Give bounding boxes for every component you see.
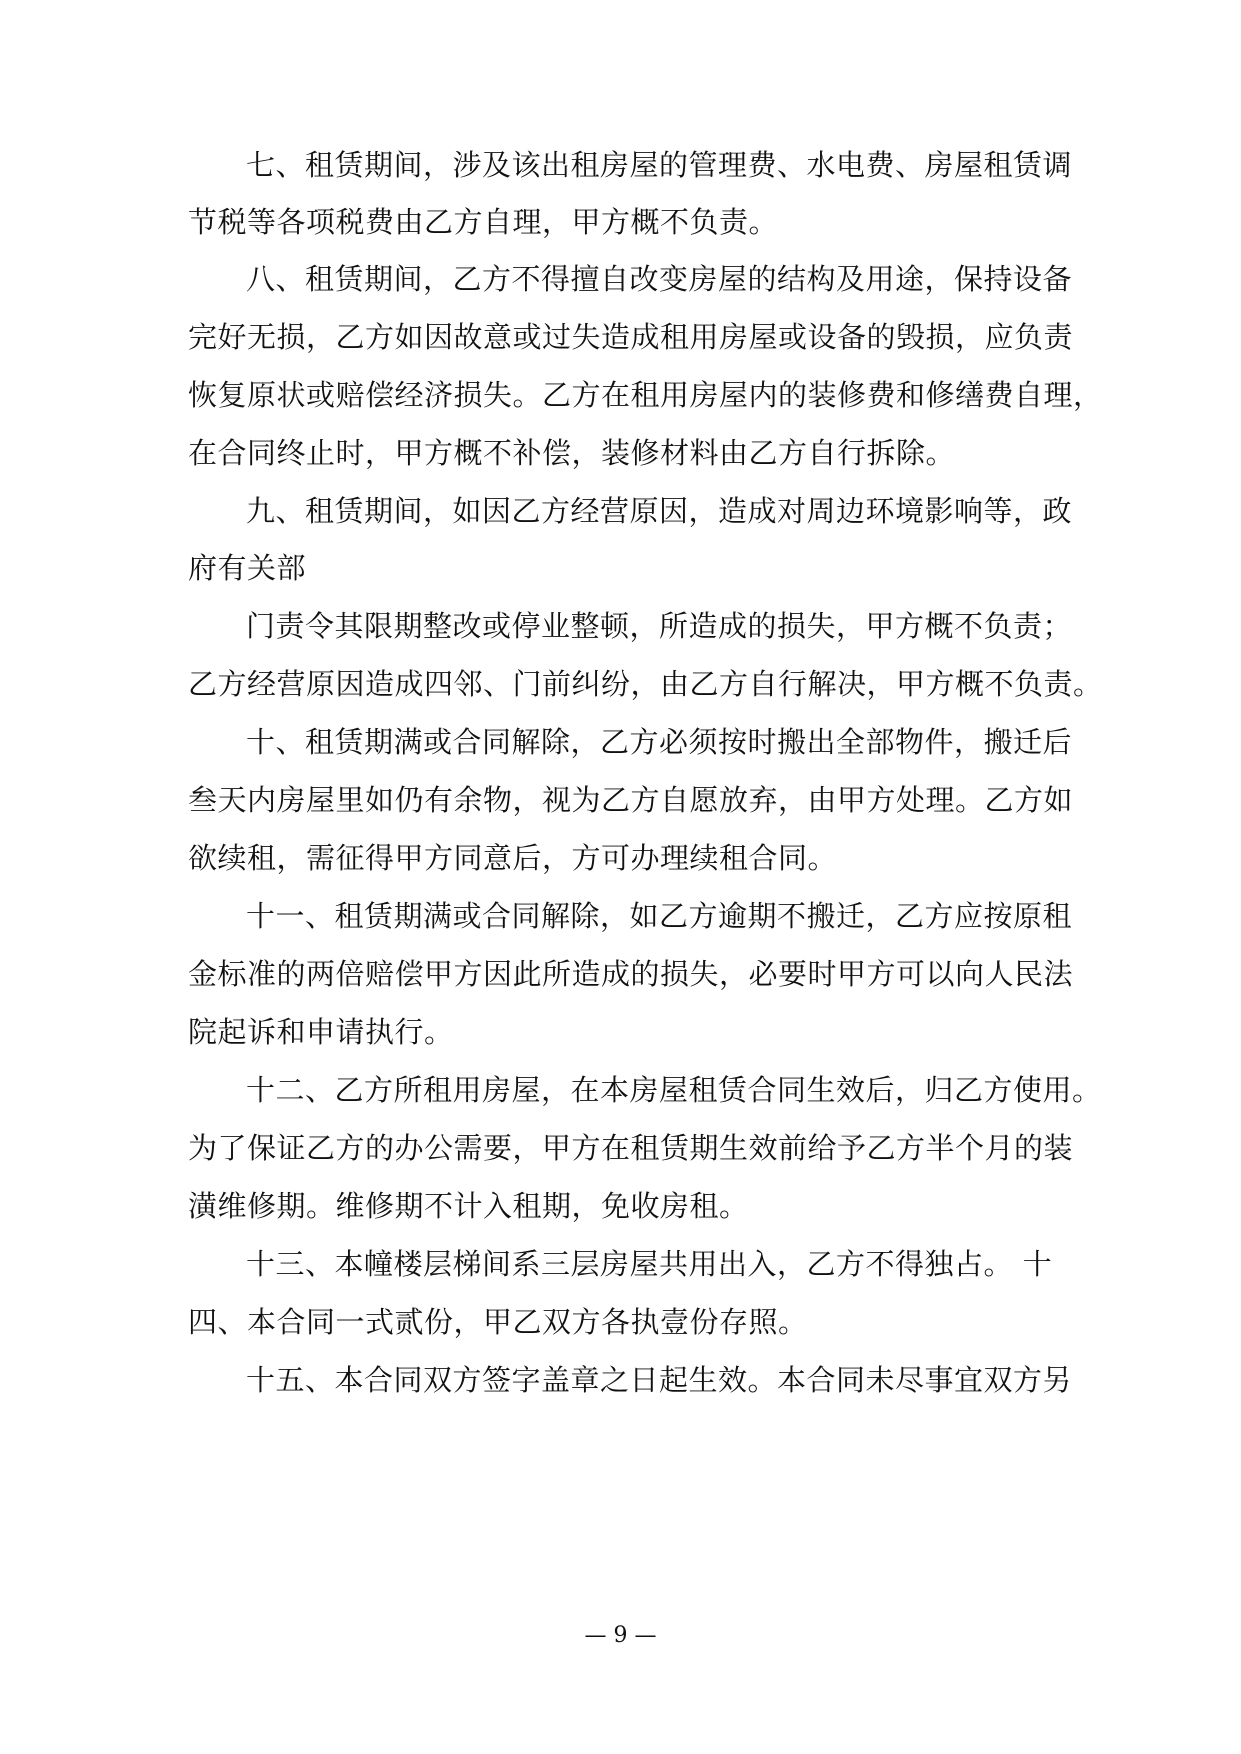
- paragraph-line: 门责令其限期整改或停业整顿，所造成的损失，甲方概不负责；: [246, 609, 1073, 643]
- paragraph-line: 九、租赁期间，如因乙方经营原因，造成对周边环境影响等，政: [246, 494, 1073, 528]
- paragraph-line: 八、租赁期间，乙方不得擅自改变房屋的结构及用途，保持设备: [246, 262, 1073, 296]
- paragraph-line: 叁天内房屋里如仍有余物，视为乙方自愿放弃，由甲方处理。乙方如: [188, 783, 1074, 817]
- paragraph-line: 十一、租赁期满或合同解除，如乙方逾期不搬迁，乙方应按原租: [246, 899, 1073, 933]
- paragraph-line: 金标准的两倍赔偿甲方因此所造成的损失，必要时甲方可以向人民法: [188, 957, 1074, 991]
- paragraph-line: 在合同终止时，甲方概不补偿，装修材料由乙方自行拆除。: [188, 436, 956, 470]
- paragraph-line: 四、本合同一式贰份，甲乙双方各执壹份存照。: [188, 1305, 808, 1339]
- paragraph-line: 完好无损，乙方如因故意或过失造成租用房屋或设备的毁损，应负责: [188, 320, 1074, 354]
- page-number: — 9 —: [584, 1623, 657, 1648]
- paragraph-line: 十、租赁期满或合同解除，乙方必须按时搬出全部物件，搬迁后: [246, 725, 1073, 759]
- paragraph-line: 府有关部: [188, 551, 307, 585]
- paragraph-line: 十二、乙方所租用房屋，在本房屋租赁合同生效后，归乙方使用。: [246, 1073, 1102, 1107]
- paragraph-line: 十三、本幢楼层梯间系三层房屋共用出入，乙方不得独占。 十: [246, 1247, 1053, 1281]
- paragraph-line: 恢复原状或赔偿经济损失。乙方在租用房屋内的装修费和修缮费自理，: [188, 378, 1103, 412]
- paragraph-line: 乙方经营原因造成四邻、门前纠纷，由乙方自行解决，甲方概不负责。: [188, 667, 1103, 701]
- paragraph-line: 潢维修期。维修期不计入租期，免收房租。: [188, 1189, 749, 1223]
- paragraph-line: 节税等各项税费由乙方自理，甲方概不负责。: [188, 205, 779, 239]
- paragraph-line: 欲续租，需征得甲方同意后，方可办理续租合同。: [188, 841, 838, 875]
- paragraph-line: 为了保证乙方的办公需要，甲方在租赁期生效前给予乙方半个月的装: [188, 1131, 1074, 1165]
- paragraph-line: 院起诉和申请执行。: [188, 1015, 454, 1049]
- paragraph-line: 十五、本合同双方签字盖章之日起生效。本合同未尽事宜双方另: [246, 1363, 1073, 1397]
- paragraph-line: 七、租赁期间，涉及该出租房屋的管理费、水电费、房屋租赁调: [246, 148, 1073, 182]
